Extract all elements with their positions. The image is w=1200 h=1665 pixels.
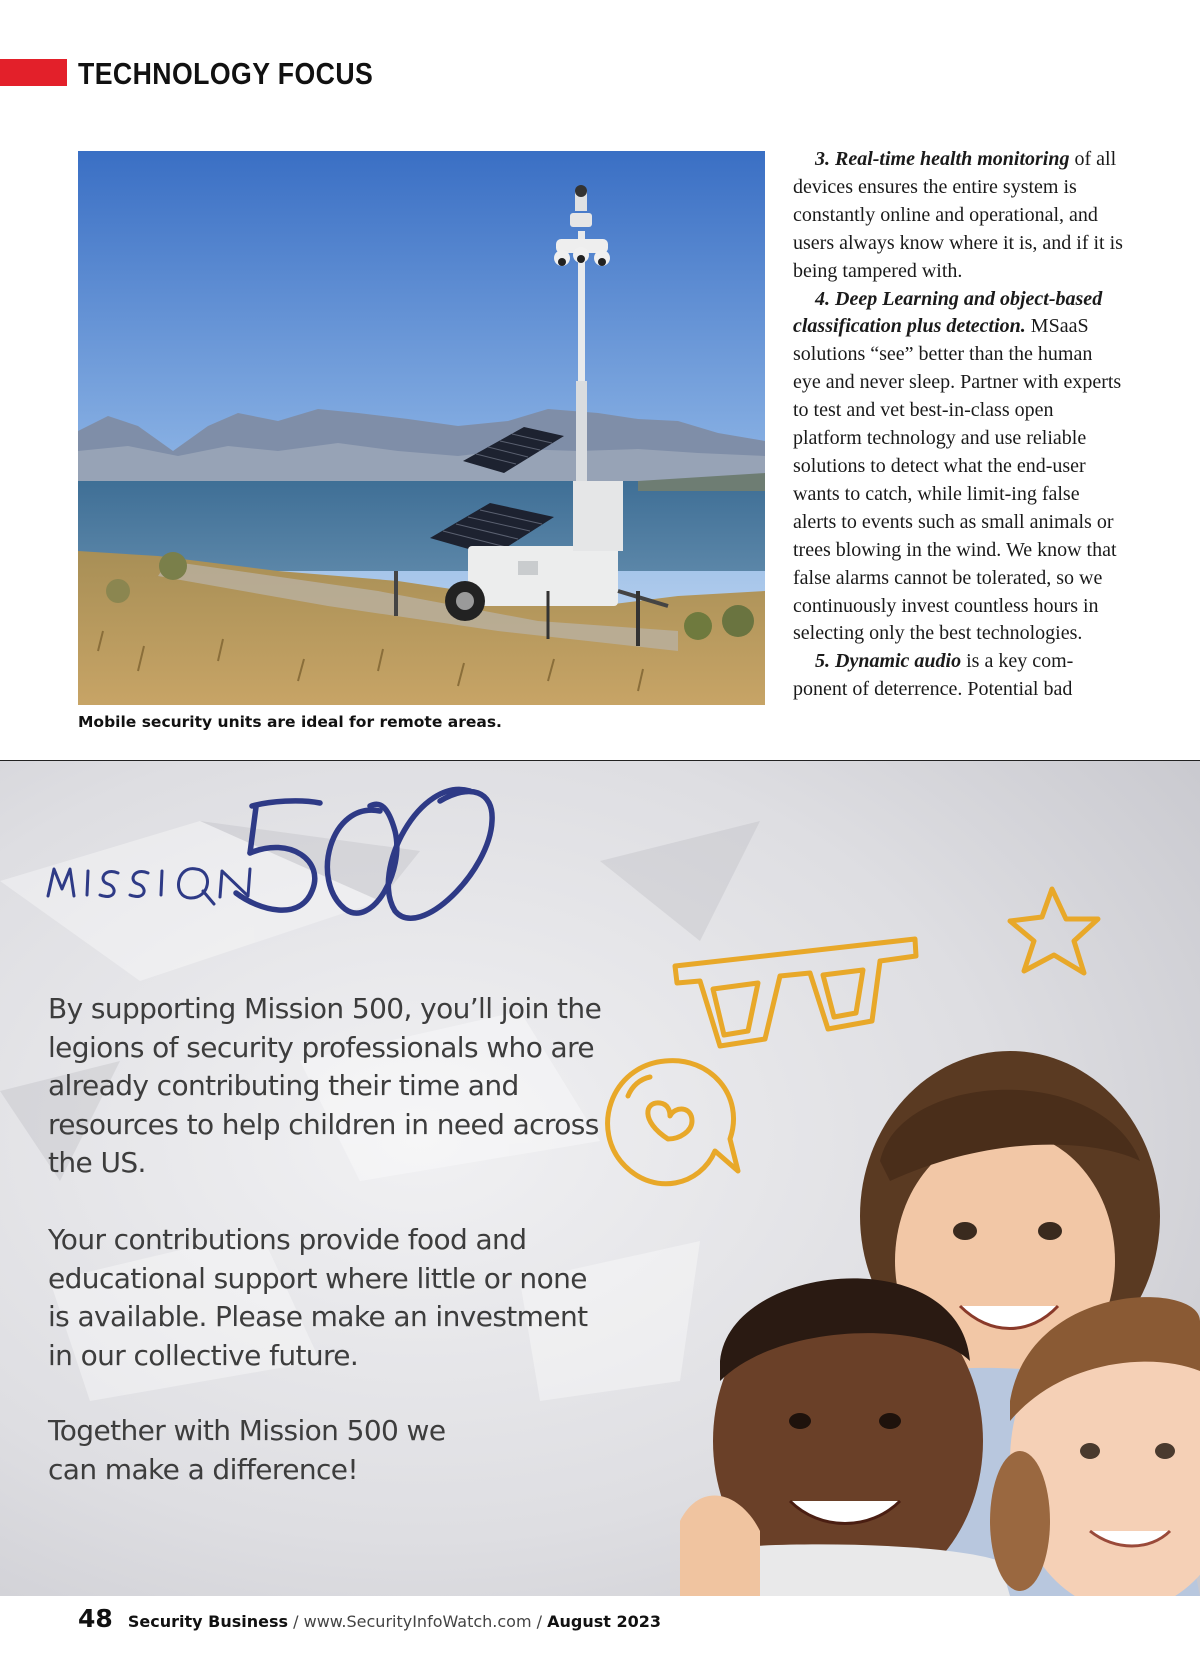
photo-caption: Mobile security units are ideal for remote areas. <box>78 713 502 731</box>
article-paragraph-3 <box>793 146 1123 286</box>
item-lead: Real-time health monitoring <box>835 148 1070 170</box>
footer-separator: / <box>536 1612 543 1631</box>
article-paragraph-5 <box>793 648 1123 704</box>
publication-url[interactable]: www.SecurityInfoWatch.com <box>303 1612 532 1631</box>
ad-paragraph-3: Together with Mission 500 we can make a difference! <box>48 1414 446 1486</box>
page-number: 48 <box>78 1604 113 1633</box>
section-accent-bar <box>0 59 67 86</box>
section-title: TECHNOLOGY FOCUS <box>78 56 374 91</box>
item-text: of all devices ensures the entire system is constantly online and operational, and users always know where it is, and if it is being tampered with. <box>793 148 1123 282</box>
item-text: MSaaS solutions “see” better than the human eye and never sleep. Partner with experts to test and vet best-in-class open platform technology and use reliable solutions to detect what the end-user wants to catch, while limit-ing false alerts to events such as small animals or trees blowing in the wind. We know that false alarms cannot be tolerated, so we continuously invest countless hours in selecting only the best technologies. <box>793 315 1122 645</box>
mission-500-ad[interactable] <box>0 761 1200 1596</box>
publication-name: Security Business <box>127 1612 289 1631</box>
mobile-security-unit-photo <box>78 151 765 705</box>
ad-paragraph-2: Your contributions provide food and educational support where little or none is available. Please make an investment in our collective future. <box>48 1223 588 1372</box>
item-number: 5. <box>815 650 830 673</box>
footer-separator: / <box>293 1612 299 1631</box>
page-footer <box>78 1604 661 1634</box>
item-lead: Dynamic audio <box>835 650 962 673</box>
issue-date: August 2023 <box>547 1612 662 1631</box>
item-text: is a key com-ponent of deterrence. Potential bad <box>793 650 1074 701</box>
item-lead: Deep Learning and object-based classification plus detection. <box>793 287 1103 338</box>
item-number: 3. <box>815 148 830 170</box>
ad-paragraph-1: By supporting Mission 500, you’ll join the legions of security professionals who are already contributing their time and resources to help children in need across the US. <box>48 992 602 1179</box>
article-body <box>793 146 1123 704</box>
item-number: 4. <box>815 287 830 310</box>
article-paragraph-4 <box>793 286 1123 649</box>
